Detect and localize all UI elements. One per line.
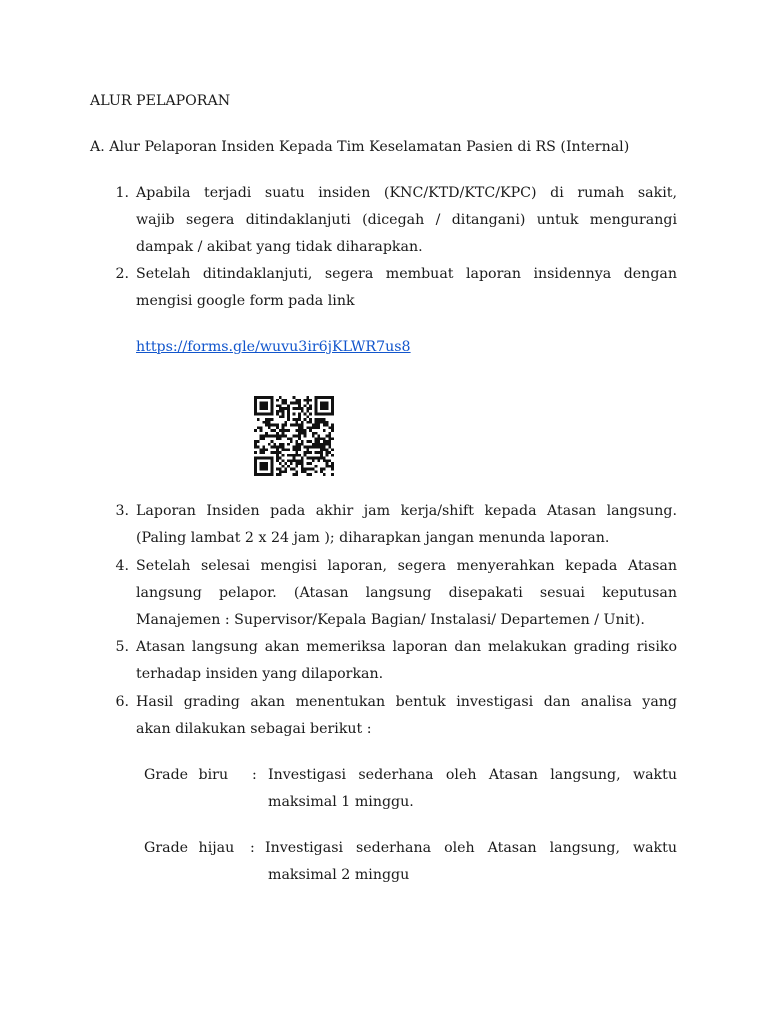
grade-label: Grade biru — [144, 767, 229, 783]
google-form-link[interactable]: https://forms.gle/wuvu3ir6jKLWR7us8 — [136, 339, 411, 355]
grade-description-line-2: maksimal 2 minggu — [268, 867, 410, 883]
list-number: 3. — [115, 503, 129, 519]
document-title: ALUR PELAPORAN — [90, 93, 231, 109]
item-4-line-2: langsung pelapor. (Atasan langsung disepakati sesuai keputusan — [136, 585, 677, 601]
list-number: 6. — [115, 694, 129, 710]
grade-separator: : — [252, 767, 257, 783]
item-6-line-2: akan dilakukan sebagai berikut : — [136, 721, 372, 737]
list-number: 2. — [115, 266, 129, 282]
item-3-line-1: Laporan Insiden pada akhir jam kerja/shift kepada Atasan langsung. — [136, 503, 677, 519]
item-1-line-2: wajib segera ditindaklanjuti (dicegah / ditangani) untuk mengurangi — [136, 212, 677, 228]
item-1-line-1: Apabila terjadi suatu insiden (KNC/KTD/KTC/KPC) di rumah sakit, — [136, 185, 677, 201]
qr-code-image — [254, 396, 334, 476]
grade-separator: : — [250, 840, 255, 856]
item-3-line-2: (Paling lambat 2 x 24 jam ); diharapkan jangan menunda laporan. — [136, 530, 610, 546]
item-4-line-1: Setelah selesai mengisi laporan, segera menyerahkan kepada Atasan — [136, 558, 677, 574]
grade-description-line-1: Investigasi sederhana oleh Atasan langsung, waktu — [265, 840, 677, 856]
item-2-line-1: Setelah ditindaklanjuti, segera membuat laporan insidennya dengan — [136, 266, 677, 282]
item-5-line-1: Atasan langsung akan memeriksa laporan dan melakukan grading risiko — [136, 639, 677, 655]
list-number: 4. — [115, 558, 129, 574]
item-1-line-3: dampak / akibat yang tidak diharapkan. — [136, 239, 423, 255]
item-5-line-2: terhadap insiden yang dilaporkan. — [136, 666, 384, 682]
list-number: 5. — [115, 639, 129, 655]
list-number: 1. — [115, 185, 129, 201]
grade-label: Grade hijau — [144, 840, 235, 856]
item-6-line-1: Hasil grading akan menentukan bentuk investigasi dan analisa yang — [136, 694, 677, 710]
section-a-heading: A. Alur Pelaporan Insiden Kepada Tim Keselamatan Pasien di RS (Internal) — [90, 139, 630, 155]
grade-description-line-2: maksimal 1 minggu. — [268, 794, 414, 810]
grade-description-line-1: Investigasi sederhana oleh Atasan langsung, waktu — [268, 767, 677, 783]
item-4-line-3: Manajemen : Supervisor/Kepala Bagian/ Instalasi/ Departemen / Unit). — [136, 612, 645, 628]
item-2-line-2: mengisi google form pada link — [136, 293, 355, 309]
